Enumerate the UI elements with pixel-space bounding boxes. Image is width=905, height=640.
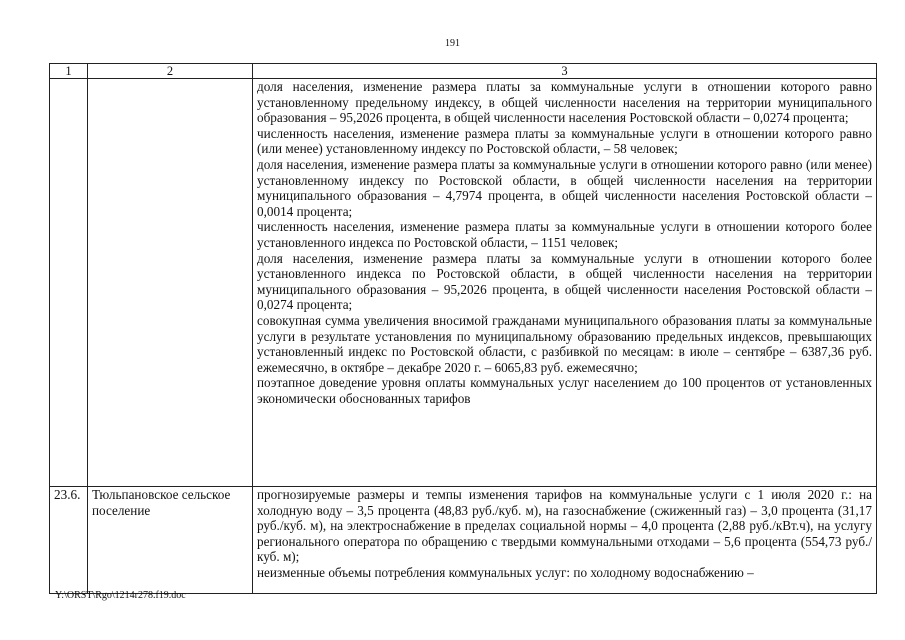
paragraph: доля населения, изменение размера платы за коммунальные услуги в отношении которого равно (или менее) установленному индексу по Ростовской области, в общей численности населения на территории муниципального образования – 4,7974 процента, в общей численности населения Ростовской области – 0,0014 процента; bbox=[257, 156, 872, 219]
settlement-name-cell bbox=[88, 79, 253, 487]
page-number: 191 bbox=[445, 38, 460, 49]
paragraph: прогнозируемые размеры и темпы изменения тарифов на коммунальные услуги с 1 июля 2020 г.: на холодную воду – 3,5 процента (48,83 руб./куб. м), на газоснабжение (сжиженный газ) – 3,0 процента (31,17 руб./куб. м), на электроснабжение в пределах социальной нормы – 4,0 процента (2,88 руб./кВт.ч), на услугу регионального оператора по обращению с твердыми коммунальными отходами – 5,6 процента (554,73 руб./куб. м); bbox=[257, 487, 872, 565]
paragraph: доля населения, изменение размера платы за коммунальные услуги в отношении которого равно установленному предельному индексу, в общей численности населения на территории муниципального образования – 95,2026 процента, в общей численности населения Ростовской области – 0,0274 процента; bbox=[257, 79, 872, 126]
document-table bbox=[49, 63, 877, 594]
paragraph: численность населения, изменение размера платы за коммунальные услуги в отношении которого равно (или менее) установленному индексу по Ростовской области, – 58 человек; bbox=[257, 125, 872, 157]
row-number-cell: 23.6. bbox=[50, 487, 88, 594]
paragraph: совокупная сумма увеличения вносимой гражданами муниципального образования платы за коммунальные услуги в результате установления по муниципальному образованию предельных индексов, превышающих установленный индекс по Ростовской области, с разбивкой по месяцам: в июле – сентябре – 6387,36 руб. ежемесячно, в октябре – декабре 2020 г. – 6065,83 руб. ежемесячно; bbox=[257, 312, 872, 375]
table-row bbox=[50, 487, 877, 594]
column-header-2: 2 bbox=[88, 64, 253, 79]
paragraph: доля населения, изменение размера платы за коммунальные услуги в отношении которого более установленного индекса по Ростовской области, в общей численности населения на территории муниципального образования – 95,2026 процента, в общей численности населения Ростовской области – 0,0274 процента; bbox=[257, 250, 872, 313]
column-header-3: 3 bbox=[253, 64, 877, 79]
description-cell bbox=[253, 487, 877, 594]
description-cell bbox=[253, 79, 877, 487]
table-row bbox=[50, 79, 877, 487]
table-header-row bbox=[50, 64, 877, 79]
paragraph: численность населения, изменение размера платы за коммунальные услуги в отношении которого более установленного индекса по Ростовской области, – 1151 человек; bbox=[257, 219, 872, 250]
footer-file-path: Y:\ORST\Rgo\1214r278.f19.doc bbox=[55, 590, 186, 601]
column-header-1: 1 bbox=[50, 64, 88, 79]
settlement-name-cell: Тюльпановское сельское поселение bbox=[88, 487, 253, 594]
paragraph: поэтапное доведение уровня оплаты коммунальных услуг населением до 100 процентов от установленных экономически обоснованных тарифов bbox=[257, 375, 872, 406]
row-number-cell bbox=[50, 79, 88, 487]
paragraph: неизменные объемы потребления коммунальных услуг: по холодному водоснабжению – bbox=[257, 564, 754, 580]
